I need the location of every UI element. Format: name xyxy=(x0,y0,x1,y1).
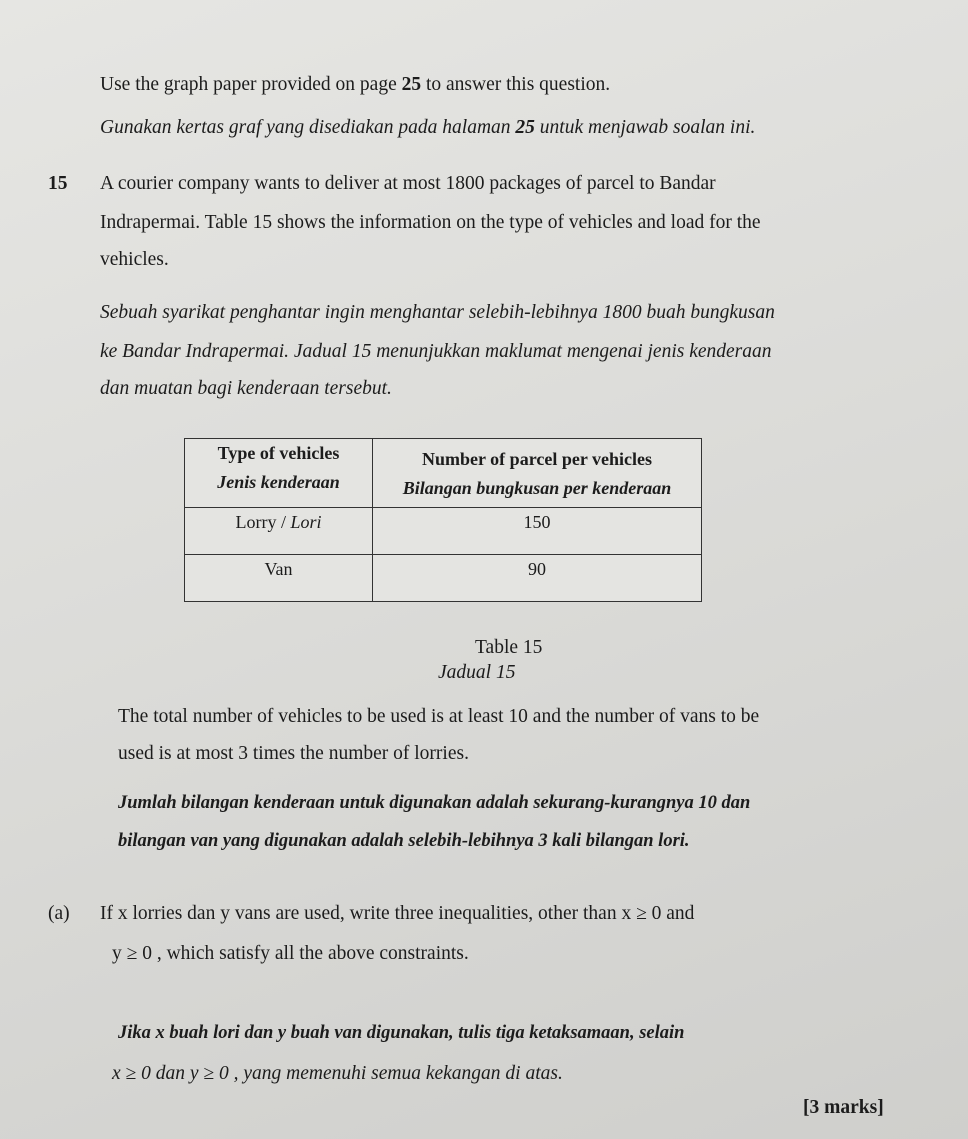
table-header-row xyxy=(185,439,702,508)
separator: / xyxy=(276,512,291,532)
part-a-line-ms: Jika x buah lori dan y buah van digunakan, tulis tiga ketaksamaan, selain xyxy=(118,1023,685,1043)
part-a-line: If x lorries dan y vans are used, write three inequalities, other than x ≥ 0 and xyxy=(100,903,695,924)
constraint-line: The total number of vehicles to be used is at least 10 and the number of vans to be xyxy=(118,706,760,727)
instruction-text: Gunakan kertas graf yang disediakan pada halaman xyxy=(100,117,516,138)
vehicle-name: Lorry xyxy=(235,512,277,532)
instruction-text: untuk menjawab soalan ini. xyxy=(534,117,756,138)
header-text: Jenis kenderaan xyxy=(217,472,340,492)
table-row xyxy=(185,555,702,602)
instruction-ms xyxy=(100,117,755,139)
marks: [3 marks] xyxy=(803,1097,884,1118)
table-caption: Table 15 xyxy=(475,637,543,658)
constraint-line: used is at most 3 times the number of lorries. xyxy=(118,743,469,764)
vehicle-table xyxy=(184,438,702,602)
question-line-ms: dan muatan bagi kenderaan tersebut. xyxy=(100,378,392,399)
vehicle-cell: Van xyxy=(185,555,373,602)
constraint-line-ms: bilangan van yang digunakan adalah selebih-lebihnya 3 kali bilangan lori. xyxy=(118,831,690,851)
question-line-ms: Sebuah syarikat penghantar ingin menghantar selebih-lebihnya 1800 buah bungkusan xyxy=(100,302,775,323)
instruction-text: Use the graph paper provided on page xyxy=(100,74,402,95)
header-text: Bilangan bungkusan per kenderaan xyxy=(402,478,672,498)
question-number: 15 xyxy=(48,173,68,194)
header-vehicle-type xyxy=(185,439,373,508)
part-label: (a) xyxy=(48,903,70,924)
page-number: 25 xyxy=(515,117,535,138)
constraint-line-ms: Jumlah bilangan kenderaan untuk digunakan adalah sekurang-kurangnya 10 dan xyxy=(118,793,751,813)
header-parcels xyxy=(373,439,702,508)
header-text: Number of parcel per vehicles xyxy=(422,449,652,469)
question-line-ms: ke Bandar Indrapermai. Jadual 15 menunjukkan maklumat mengenai jenis kenderaan xyxy=(100,341,772,362)
table-row xyxy=(185,508,702,555)
question-line: A courier company wants to deliver at most 1800 packages of parcel to Bandar xyxy=(100,173,716,194)
instruction-en xyxy=(100,74,610,96)
part-a-line: y ≥ 0 , which satisfy all the above constraints. xyxy=(112,943,469,964)
parcels-cell: 90 xyxy=(373,555,702,602)
question-line: vehicles. xyxy=(100,249,169,270)
header-text: Type of vehicles xyxy=(217,443,340,463)
table-caption-ms: Jadual 15 xyxy=(438,662,516,683)
vehicle-name-ms: Lori xyxy=(290,512,322,532)
instruction-text: to answer this question. xyxy=(421,74,611,95)
parcels-cell: 150 xyxy=(373,508,702,555)
question-line: Indrapermai. Table 15 shows the information on the type of vehicles and load for the xyxy=(100,212,761,233)
vehicle-cell xyxy=(185,508,373,555)
part-a-line-ms: x ≥ 0 dan y ≥ 0 , yang memenuhi semua kekangan di atas. xyxy=(112,1063,563,1084)
page-number: 25 xyxy=(401,74,422,95)
